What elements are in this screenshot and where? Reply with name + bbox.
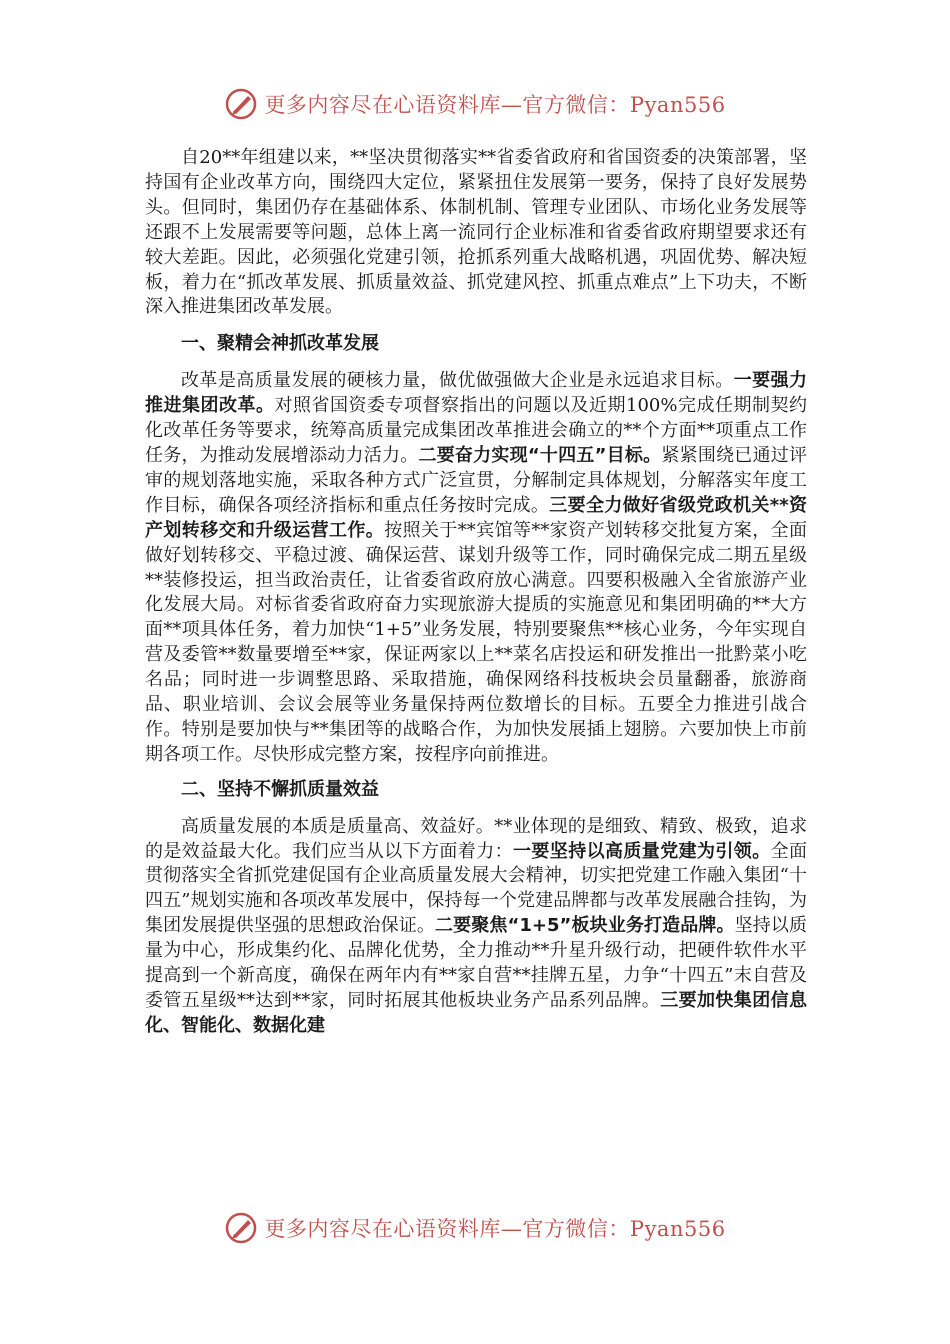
document-body [145, 146, 807, 1039]
bold-run: 三要全力做好省级党政机关**资产划转移交和升级运营工作。 [145, 494, 807, 541]
pen-seal-icon [224, 87, 258, 121]
bold-run: 二要聚焦“1+5”板块业务打造品牌。 [435, 915, 735, 937]
bold-run: 三要加快集团信息化、智能化、数据化建 [145, 990, 808, 1036]
text-run: 高质量发展的本质是质量高、效益好。**业体现的是细致、精致、极致，追求的是效益最大化。我们应当从以下方面着力： [145, 815, 807, 862]
text-run: 紧紧围绕已通过评审的规划落地实施，采取各种方式广泛宣贯，分解制定具体规划，分解落实年度工作目标，确保各项经济指标和重点任务按时完成。 [145, 444, 807, 516]
section-heading-1: 一、聚精会神抓改革发展 [181, 333, 379, 355]
text-run: 改革是高质量发展的硬核力量，做优做强做大企业是永远追求目标。 [181, 370, 734, 392]
section-2-paragraph [145, 815, 807, 1039]
section-1-paragraph [145, 369, 807, 768]
intro-paragraph: 自20**年组建以来，**坚决贯彻落实**省委省政府和省国资委的决策部署，坚持国有企业改革方向，围绕四大定位，紧紧扭住发展第一要务，保持了良好发展势头。但同时，集团仍存在基础体系、体制机制、管理专业团队、市场化业务发展等还跟不上发展需要等问题，总体上离一流同行企业标准和省委省政府期望要求还有较大差距。因此，必须强化党建引领，抢抓系列重大战略机遇，巩固优势、解决短板，着力在“抓改革发展、抓质量效益、抓党建风控、抓重点难点”上下功夫，不断深入推进集团改革发展。 [145, 147, 807, 318]
text-run: 坚持以质量为中心，形成集约化、品牌化优势，全力推动**升星升级行动，把硬件软件水平提高到一个新高度，确保在两年内有**家自营**挂牌五星，力争“十四五”末自营及委管五星级**达到**家，同时拓展其他板块业务产品系列品牌。 [145, 915, 808, 1011]
pen-seal-icon [224, 1211, 258, 1245]
header-banner [0, 84, 950, 124]
section-heading-2: 二、坚持不懈抓质量效益 [181, 778, 379, 800]
bold-run: 一要强力推进集团改革。 [145, 370, 808, 417]
text-run: 全面贯彻落实全省抓党建促国有企业高质量发展大会精神，切实把党建工作融入集团“十四五”规划实施和各项改革发展中，保持每一个党建品牌都与改革发展融合挂钩，为集团发展提供坚强的思想政治保证。 [145, 840, 808, 937]
bold-run: 二要奋力实现“十四五”目标。 [418, 444, 662, 466]
text-run: 对照省国资委专项督察指出的问题以及近期100%完成任期制契约化改革任务等要求，统筹高质量完成集团改革推进会确立的**个方面**项重点工作任务，为推动发展增添动力活力。 [145, 395, 807, 466]
banner-text: 更多内容尽在心语资料库—官方微信：Pyan556 [264, 1217, 726, 1241]
bold-run: 一要坚持以高质量党建为引领。 [513, 840, 771, 862]
banner-text: 更多内容尽在心语资料库—官方微信：Pyan556 [264, 93, 726, 117]
footer-banner [0, 1208, 950, 1248]
text-run: 按照关于**宾馆等**家资产划转移交批复方案，全面做好划转移交、平稳过渡、确保运营、谋划升级等工作，同时确保完成二期五星级**装修投运，担当政治责任，让省委省政府放心满意。四要积极融入全省旅游产业化发展大局。对标省委省政府奋力实现旅游大提质的实施意见和集团明确的**大方面**项具体任务，着力加快“1+5”业务发展，特别要聚焦**核心业务，今年实现自营及委管**数量要增至**家，保证两家以上**菜名店投运和研发推出一批黔菜小吃名品；同时进一步调整思路、采取措施，确保网络科技板块会员量翻番，旅游商品、职业培训、会议会展等业务量保持两位数增长的目标。五要全力推进引战合作。特别是要加快与**集团等的战略合作，为加快发展插上翅膀。六要加快上市前期各项工作。尽快形成完整方案，按程序向前推进。 [145, 519, 808, 765]
